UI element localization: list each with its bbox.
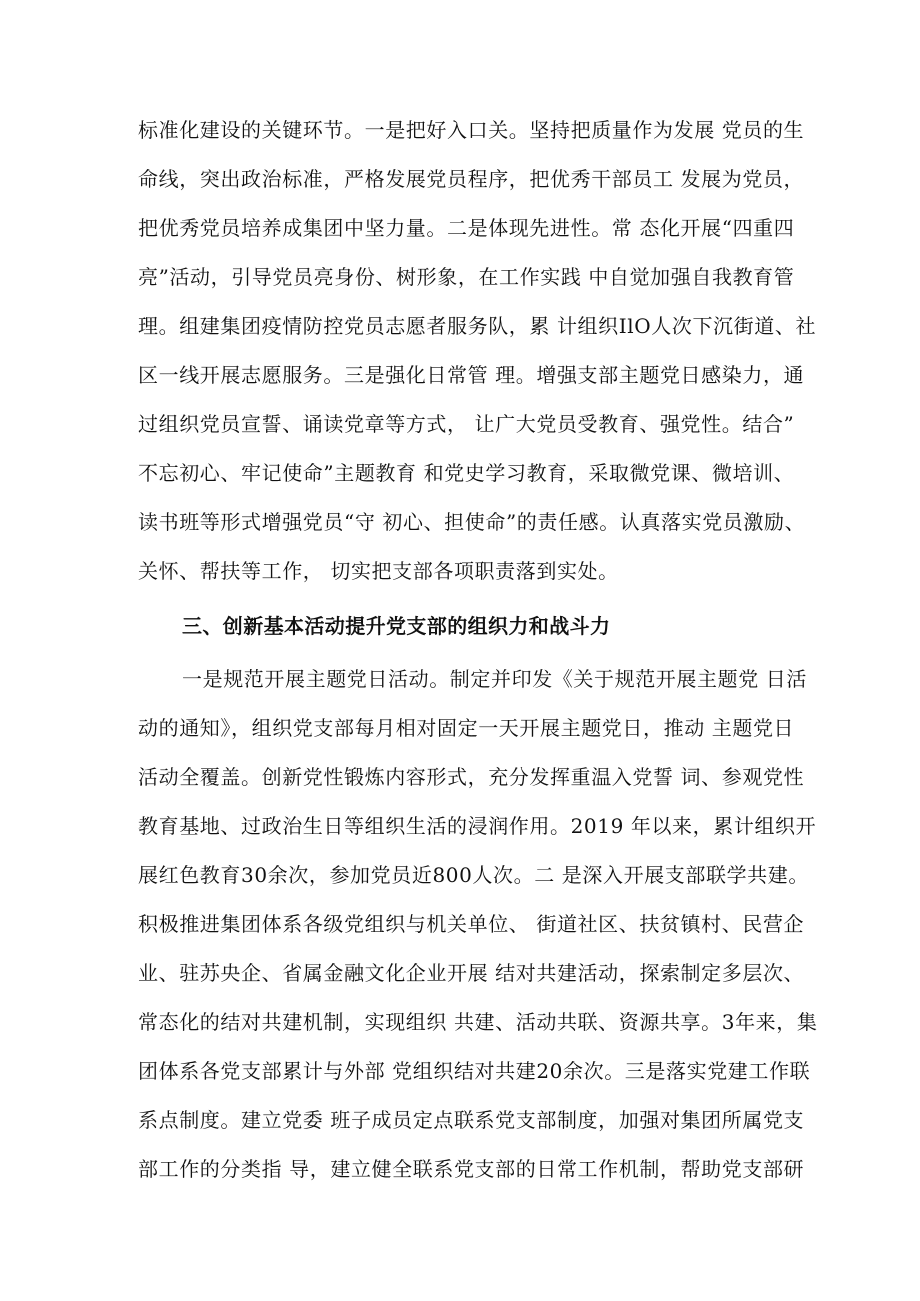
- paragraph-line: 业、驻苏央企、省属金融文化企业开展 结对共建活动，探索制定多层次、: [138, 961, 805, 985]
- paragraph-line: 积极推进集团体系各级党组织与机关单位、 街道社区、扶贫镇村、民营企: [138, 912, 805, 936]
- paragraph-line: 一是规范开展主题党日活动。制定并印发《关于规范开展主题党 日活: [182, 667, 807, 691]
- paragraph-line: 常态化的结对共建机制，实现组织 共建、活动共联、资源共享。3年来，集: [138, 1010, 818, 1034]
- section-heading: 三、创新基本活动提升党支部的组织力和战斗力: [182, 614, 611, 638]
- paragraph-line: 教育基地、过政治生日等组织生活的浸润作用。2019 年以来，累计组织开: [138, 814, 817, 838]
- paragraph-line: 区一线开展志愿服务。三是强化日常管 理。增强支部主题党日感染力，通: [138, 363, 805, 387]
- paragraph-line: 部工作的分类指 导，建立健全联系党支部的日常工作机制，帮助党支部研: [138, 1157, 805, 1181]
- paragraph-line: 亮”活动，引导党员亮身份、树形象，在工作实践 中自觉加强自我教育管: [138, 265, 795, 289]
- paragraph-line: 团体系各党支部累计与外部 党组织结对共建20余次。三是落实党建工作联: [138, 1059, 811, 1083]
- paragraph-line: 读书班等形式增强党员“守 初心、担使命”的责任感。认真落实党员激励、: [138, 510, 806, 534]
- paragraph-line: 展红色教育30余次，参加党员近800人次。二 是深入开展支部联学共建。: [138, 863, 809, 887]
- paragraph-line: 命线，突出政治标准，严格发展党员程序，把优秀干部员工 发展为党员，: [138, 167, 805, 191]
- paragraph-line: 理。组建集团疫情防控党员志愿者服务队，累 计组织IlO人次下沉街道、社: [138, 314, 817, 338]
- paragraph-line: 不忘初心、牢记使命”主题教育 和党史学习教育，采取微党课、微培训、: [138, 461, 795, 485]
- paragraph-line: 系点制度。建立党委 班子成员定点联系党支部制度，加强对集团所属党支: [138, 1108, 805, 1132]
- paragraph-line: 过组织党员宣誓、诵读党章等方式， 让广大党员受教育、强党性。结合”: [138, 412, 795, 436]
- paragraph-line: 标准化建设的关键环节。一是把好入口关。坚持把质量作为发展 党员的生: [138, 118, 805, 142]
- paragraph-line: 把优秀党员培养成集团中坚力量。二是体现先进性。常 态化开展“四重四: [138, 216, 795, 240]
- paragraph-line: 活动全覆盖。创新党性锻炼内容形式，充分发挥重温入党誓 词、参观党性: [138, 765, 805, 789]
- paragraph-line: 动的通知》，组织党支部每月相对固定一天开展主题党日，推动 主题党日: [138, 716, 795, 740]
- paragraph-line: 关怀、帮扶等工作， 切实把支部各项职责落到实处。: [138, 559, 619, 583]
